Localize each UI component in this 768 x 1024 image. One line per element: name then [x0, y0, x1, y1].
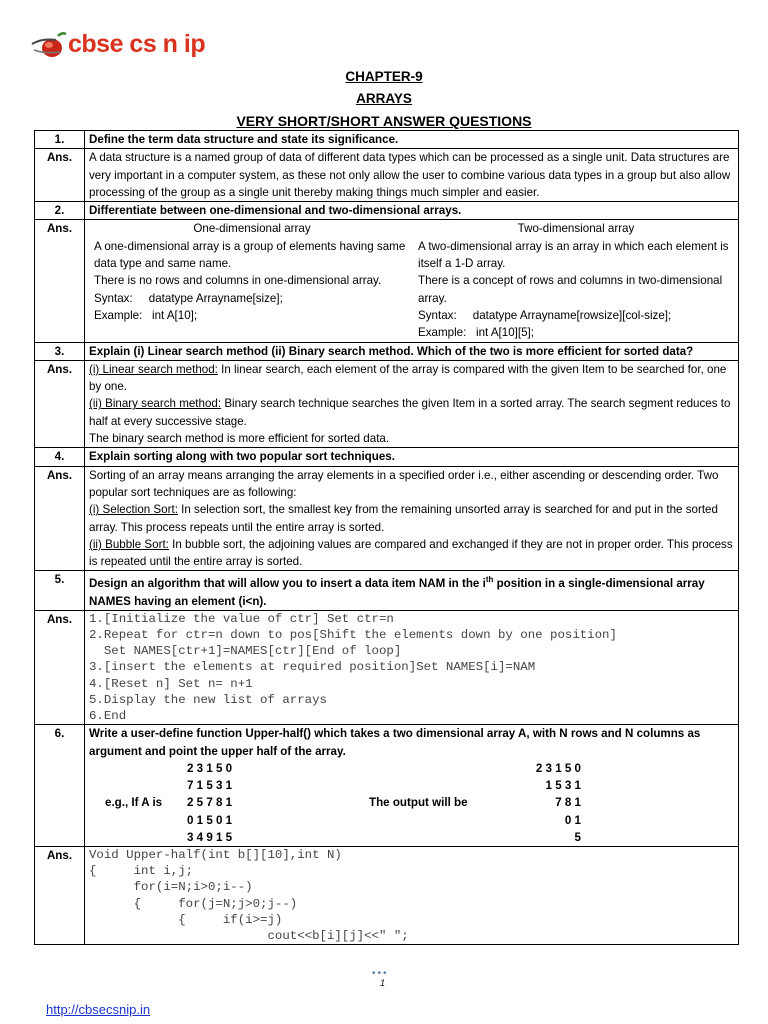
algorithm-code: 1.[Initialize the value of ctr] Set ctr=n 2.Repeat for ctr=n down to pos[Shift the elements down by one position] Set NAMES[ctr+1]=NAMES[ctr][End of loop] 3.[insert the elements at required position]Set NAMES[i]=NAM 4.[Reset n] Set n= n+1 5.Display the new list of arrays 6.End [89, 611, 617, 724]
qa-table [34, 130, 739, 945]
comparison-columns [89, 220, 734, 341]
answer-row-4 [35, 466, 739, 571]
matrix-example [89, 760, 734, 846]
matrix-row: 1 5 3 1 [545, 779, 581, 793]
column-heading: One-dimensional array [193, 222, 311, 236]
column-line: There is no rows and columns in one-dimensional array. [94, 274, 382, 288]
term-label: (i) Selection Sort: [89, 503, 178, 517]
question-row-1 [35, 131, 739, 149]
matrix-row: 0 1 5 0 1 [187, 813, 233, 827]
answer-row-1 [35, 149, 739, 202]
website-link[interactable]: http://cbsecsnip.in [46, 1002, 151, 1017]
question-number: 4. [35, 448, 85, 466]
answer-label: Ans. [35, 220, 85, 342]
column-line: A two-dimensional array is an array in which each element is itself a 1-D array. [418, 239, 729, 271]
answer-text [85, 360, 739, 447]
question-number: 3. [35, 342, 85, 360]
term-label: (i) Linear search method: [89, 362, 218, 376]
question-number: 2. [35, 202, 85, 220]
answer-text: A data structure is a named group of data of different data types which can be processed as a single unit. Data structures are very important in a computer system, as these not only allow the user to combine various data types in a group but also allow processing of the group as a single unit thereby making things much simpler and easier. [85, 149, 739, 202]
matrix-row: 5 [574, 831, 581, 845]
topic-title: ARRAYS [356, 91, 412, 106]
term-text: In bubble sort, the adjoining values are compared and exchanged if they are not in proper order. This process is repeated until the entire array is sorted. [89, 537, 733, 569]
section-title: VERY SHORT/SHORT ANSWER QUESTIONS [236, 113, 532, 129]
question-text: Define the term data structure and state its significance. [85, 131, 739, 149]
column-heading: Two-dimensional array [517, 222, 635, 236]
column-line: There is a concept of rows and columns in two-dimensional array. [418, 274, 723, 305]
question-text [85, 571, 739, 610]
column-example: Example: int A[10]; [94, 308, 198, 322]
conclusion: The binary search method is more efficient for sorted data. [89, 432, 390, 446]
question-text: Explain (i) Linear search method (ii) Binary search method. Which of the two is more efficient for sorted data? [85, 342, 739, 360]
one-dimensional-column [89, 220, 410, 341]
matrix-row: 2 5 7 8 1 [187, 796, 233, 810]
question-row-6 [35, 725, 739, 847]
question-part: position in a single-dimensional array NAMES having an element (i<n). [89, 577, 705, 608]
logo-text: cbse cs n ip [68, 30, 206, 58]
answer-label: Ans. [35, 610, 85, 724]
answer-row-5 [35, 610, 739, 724]
question-row-3 [35, 342, 739, 360]
answer-label: Ans. [35, 149, 85, 202]
question-text: Write a user-define function Upper-half() which takes a two dimensional array A, with N rows and N columns as argument and point the upper half of the array. [89, 727, 701, 758]
term-text: In selection sort, the smallest key from the remaining unsorted array is searched for and put in the sorted array. This process repeats until the entire array is sorted. [89, 503, 718, 534]
matrix-row: 7 8 1 [555, 796, 581, 810]
term-text: In linear search, each element of the array is compared with the given Item to be searched for, one by one. [89, 362, 727, 394]
question-number: 6. [35, 725, 85, 847]
binary-search-paragraph [89, 395, 734, 430]
logo-mark-icon [30, 30, 70, 64]
matrix-row: 7 1 5 3 1 [187, 779, 233, 793]
column-line: A one-dimensional array is a group of elements having same data type and same name. [94, 239, 406, 271]
input-matrix [187, 760, 232, 846]
matrix-row: 2 3 1 5 0 [187, 761, 233, 775]
linear-search-paragraph [89, 361, 734, 396]
matrix-row: 2 3 1 5 0 [535, 761, 581, 775]
term-label: (ii) Binary search method: [89, 397, 222, 411]
column-syntax: Syntax: datatype Arrayname[size]; [94, 291, 283, 305]
site-logo [30, 30, 210, 64]
question-text: Explain sorting along with two popular sort techniques. [85, 448, 739, 466]
question-cell [85, 725, 739, 847]
matrix-row: 3 4 9 1 5 [187, 831, 233, 845]
question-row-5 [35, 571, 739, 610]
output-label: The output will be [369, 795, 468, 809]
answer-label: Ans. [35, 360, 85, 447]
function-code: Void Upper-half(int b[][10],int N) { int i,j; for(i=N;i>0;i--) { for(j=N;j>0;j--) { if(i>=j) cout<<b[i][j]<<" "; [89, 847, 409, 943]
example-label: e.g., If A is [105, 795, 163, 809]
question-row-4 [35, 448, 739, 466]
answer-row-2 [35, 220, 739, 342]
question-row-2 [35, 202, 739, 220]
column-syntax: Syntax: datatype Arrayname[rowsize][col-size]; [418, 308, 672, 322]
answer-code-cell [85, 610, 739, 724]
term-text: Binary search technique searches the given Item in a sorted array. The search segment reduces to half at every successive stage. [89, 397, 731, 428]
page-dots: ••• [372, 968, 389, 979]
page-number: 1 [380, 978, 386, 988]
answer-row-6 [35, 846, 739, 944]
answer-code-cell [85, 846, 739, 944]
answer-text [85, 466, 739, 571]
chapter-title: CHAPTER-9 [345, 69, 423, 84]
selection-sort-paragraph [89, 501, 734, 536]
question-text: Differentiate between one-dimensional and two-dimensional arrays. [85, 202, 739, 220]
page-titles [0, 66, 768, 132]
column-example: Example: int A[10][5]; [418, 326, 534, 340]
question-number: 1. [35, 131, 85, 149]
matrix-row: 0 1 [564, 813, 581, 827]
question-number: 5. [35, 571, 85, 610]
answer-label: Ans. [35, 846, 85, 944]
comparison-answer [85, 220, 739, 342]
two-dimensional-column [410, 220, 734, 341]
sorting-intro: Sorting of an array means arranging the array elements in a specified order i.e., either ascending or descending order. Two popular sort techniques are as following: [89, 468, 719, 499]
answer-label: Ans. [35, 466, 85, 571]
answer-row-3 [35, 360, 739, 447]
question-part: Design an algorithm that will allow you to insert a data item NAM in the i [89, 577, 486, 591]
output-matrix [509, 760, 581, 846]
term-label: (ii) Bubble Sort: [89, 537, 169, 551]
bubble-sort-paragraph [89, 536, 734, 571]
superscript: th [485, 575, 494, 585]
